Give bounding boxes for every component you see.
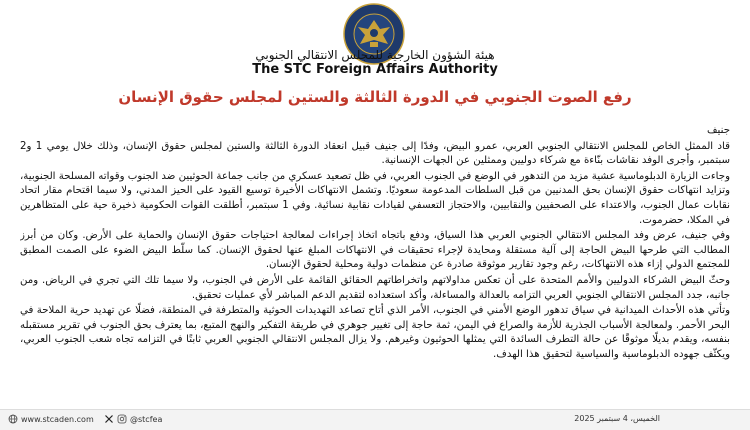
social-handle-text: @stcfea <box>130 414 163 424</box>
org-name-english: The STC Foreign Affairs Authority <box>252 62 498 77</box>
paragraph-4: وحثّ البيض الشركاء الدوليين والأمم المتحدة على أن تعكس مداولاتهم واتخراطاتهم الحقائق القائمة على الأرض في الجنوب، ولا سيما تلك التي تجري في الرياض. ومن جانبه، جدد المجلس الانتقالي الجنوبي العربي التزامه بالعدالة والمساءلة، وأكد استعداده لتقديم الدعم المباشر لأي عمليات تحقيق. <box>20 274 730 301</box>
dateline: جنيف <box>707 125 730 136</box>
x-logo-icon <box>104 414 114 424</box>
website-link[interactable] <box>8 414 94 424</box>
website-text: www.stcaden.com <box>21 414 94 424</box>
paragraph-3: وفي جنيف، عرض وفد المجلس الانتقالي الجنوبي العربي هذا السياق، ودفع باتجاه اتخاذ إجراءات لمعالجة احتياجات حقوق الإنسان والحماية على الأرض. وكان من أبرز المطالب التي طرحها البيض الحاجة إلى آلية مستقلة ومحايدة لإجراء تحقيقات في الانتهاكات المبلغ عنها لحقوق الإنسان. كما سلّط البيض الضوء على الصمت المطبق للمجتمع الدولي إزاء هذه الانتهاكات، رغم وجود تقارير موثوقة صادرة عن منظمات دولية ومحلية لحقوق الإنسان. <box>20 230 730 271</box>
social-handle-link[interactable] <box>104 414 162 424</box>
footer-bar <box>0 409 750 430</box>
org-name-arabic: هيئة الشؤون الخارجية للمجلس الانتقالي الجنوبي <box>255 48 495 62</box>
paragraph-1: قاد الممثل الخاص للمجلس الانتقالي الجنوبي العربي، عمرو البيض، وفدًا إلى جنيف قبيل انعقاد الدورة الثالثة والستين لمجلس حقوق الإنسان، وذلك خلال يومي 1 و2 سبتمبر، وأجرى الوفد نقاشات بنّاءة مع شركاء دوليين وممثلين عن الجهات الإنسانية. <box>20 140 730 167</box>
instagram-icon <box>117 414 127 424</box>
paragraph-2: وجاءت الزيارة الدبلوماسية عشية مزيد من التدهور في الوضع في الجنوب العربي، في ظل تصعيد عسكري من جانب جماعة الحوثيين ضد الجنوب وقواته المسلحة الجنوبية، وتزايد انتهاكات حقوق الإنسان بحق المدنيين من قبل السلطات المدعومة سعوديًا. وتشمل الانتهاكات الأخيرة توسيع القيود على الحيز المدني، ولا سيما اقتحام مقار اتحاد نقابات عمال الجنوب، والاعتداء على الصحفيين والنقابيين، والاحتجاز التعسفي لقيادات نقابية نسائية. وفي 1 سبتمبر، أطلقت القوات الحكومية ذخيرة حية على المتظاهرين في المكلا، حضرموت. <box>20 170 730 226</box>
article-title: رفع الصوت الجنوبي في الدورة الثالثة والستين لمجلس حقوق الإنسان <box>118 88 632 106</box>
article-body <box>20 124 730 416</box>
globe-icon <box>8 414 18 424</box>
paragraph-5: وتأتي هذه الأحداث الميدانية في سياق تدهور الوضع الأمني في الجنوب، الأمر الذي أتاح تصاعد التهديدات الحوثية والمتطرفة في المنطقة، فضلًا عن تهديد حرية الملاحة في البحر الأحمر. ولمعالجة الأسباب الجذرية للأزمة والصراع في اليمن، ثمة حاجة إلى تغيير جوهري في طريقة التفكير والنهج المتبع، بما يعترف بحق الجنوب في تقرير مستقبله بنفسه، ويقدم بديلًا موثوقًا عن حالة التطرف السائدة التي يمثلها الحوثيون وغيرهم. ولا يزال المجلس الانتقالي الجنوبي العربي ثابتًا في التزامه تجاه شعب الجنوب العربي، ويكثّف جهوده الدبلوماسية والسياسية لتحقيق هذا الهدف. <box>20 305 730 360</box>
publication-date: الخميس، 4 سبتمبر 2025 <box>574 414 660 423</box>
